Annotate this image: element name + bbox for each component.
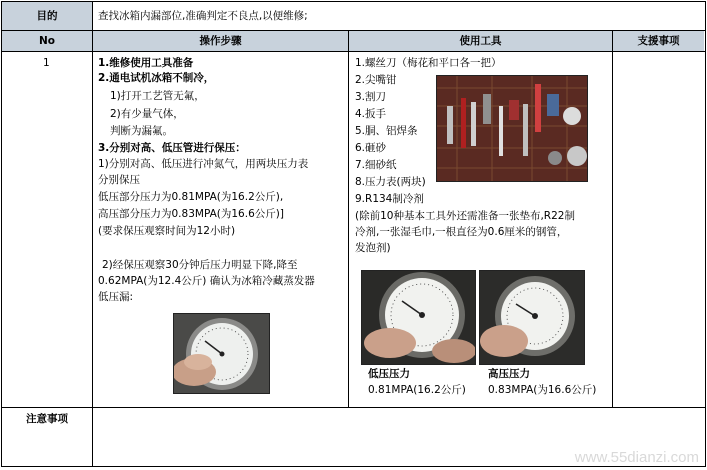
step-line: 3.分别对高、低压管进行保压： xyxy=(98,142,246,154)
step-line: 高压部分压力为0.83MPA(为16.6公斤)] xyxy=(98,208,284,220)
col-header-tools: 使用工具 xyxy=(349,31,612,51)
purpose-label: 目的 xyxy=(36,10,58,22)
step-line: 2.通电试机冰箱不制冷， xyxy=(98,72,215,84)
notes-label-cell xyxy=(2,408,92,430)
col-header-steps: 操作步骤 xyxy=(93,31,348,51)
col-header-support: 支援事项 xyxy=(613,31,704,51)
purpose-text-cell xyxy=(98,2,698,30)
tool-line: 冷剂,一张湿毛巾,一根直径为0.6厘米的钢管， xyxy=(355,226,568,238)
low-pressure-value: 0.81MPA(16.2公斤) xyxy=(368,384,466,396)
watermark: www.55dianzi.com xyxy=(574,449,699,466)
tools-photo xyxy=(436,75,588,182)
step-line: 0.62MPA(为12.4公斤) 确认为冰箱冷藏蒸发器 xyxy=(98,275,315,287)
low-pressure-label: 低压压力 xyxy=(368,368,410,380)
tool-line: 4.扳手 xyxy=(355,108,387,120)
tool-line: 2.尖嘴钳 xyxy=(355,74,397,86)
step-line: 1.维修使用工具准备 xyxy=(98,57,194,69)
tool-line: 8.压力表(两块) xyxy=(355,176,426,188)
step-line: 2)有少量气体， xyxy=(110,108,184,120)
high-pressure-label: 高压压力 xyxy=(488,368,530,380)
high-pressure-value: 0.83MPA(为16.6公斤) xyxy=(488,384,597,396)
purpose-text: 查找冰箱内漏部位,准确判定不良点,以便维修; xyxy=(98,10,308,22)
tool-line: 9.R134制冷剂 xyxy=(355,193,424,205)
step-line: 2)经保压观察30分钟后压力明显下降,降至 xyxy=(102,259,298,271)
low-pressure-gauge-photo xyxy=(361,270,476,365)
tool-line: 7.细砂纸 xyxy=(355,159,397,171)
leak-gauge-photo xyxy=(173,313,270,394)
purpose-label-cell xyxy=(2,2,92,30)
tool-line: 1.螺丝刀（梅花和平口各一把） xyxy=(355,57,502,69)
step-line: 判断为漏氟。 xyxy=(110,125,173,137)
high-pressure-gauge-photo xyxy=(479,270,585,365)
col-header-no: No xyxy=(2,31,92,51)
step-line: (要求保压观察时间为12小时) xyxy=(98,225,236,237)
tool-line: 3.割刀 xyxy=(355,91,387,103)
step-line: 分别保压 xyxy=(98,174,140,186)
tool-line: 5.胴、铝焊条 xyxy=(355,125,418,137)
tool-line: 6.砸砂 xyxy=(355,142,387,154)
step-line: 1)分别对高、低压进行冲氮气，用两块压力表 xyxy=(98,158,309,170)
tool-line: (除前10种基本工具外还需准备一张垫布,R22制 xyxy=(355,210,575,222)
row-number: 1 xyxy=(43,57,50,69)
tool-line: 发泡剂) xyxy=(355,242,391,254)
step-line: 低压部分压力为0.81MPA(为16.2公斤), xyxy=(98,191,284,203)
notes-label: 注意事项 xyxy=(26,413,68,425)
step-line: 1)打开工艺管无氟， xyxy=(110,90,205,102)
step-line: 低压漏: xyxy=(98,291,134,303)
